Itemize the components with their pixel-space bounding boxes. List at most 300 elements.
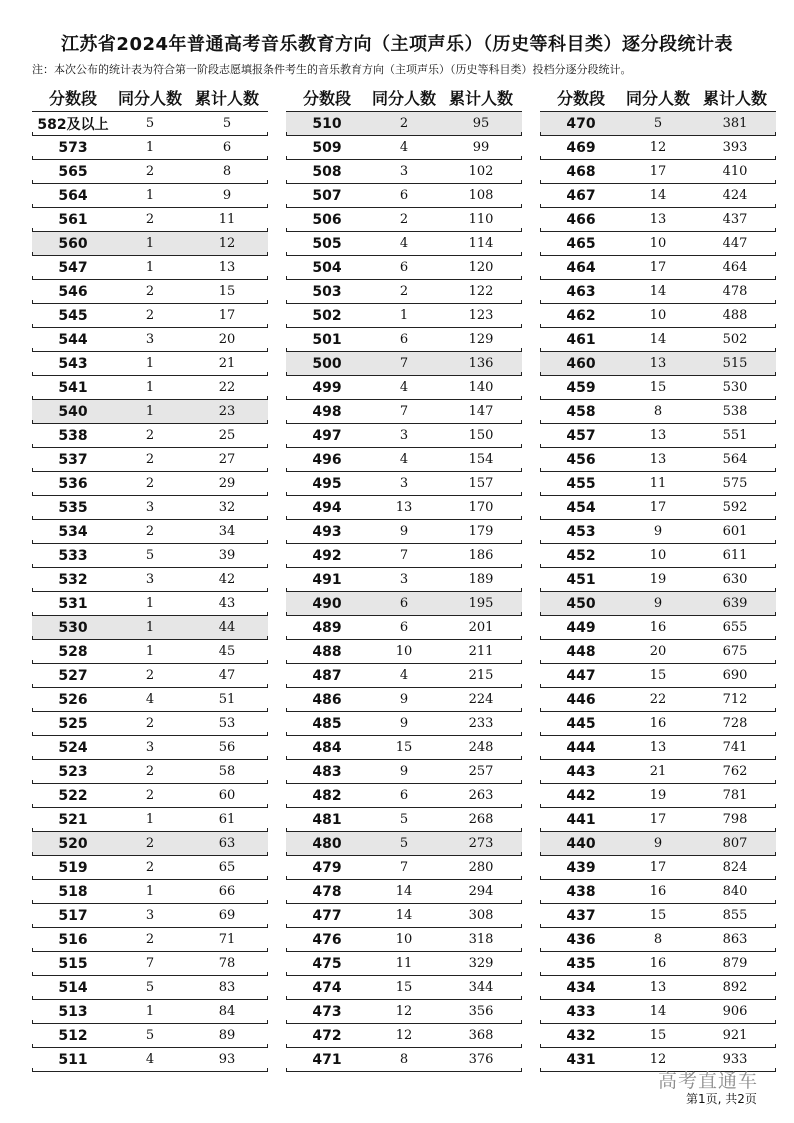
- same-count-cell: 1: [145, 596, 155, 611]
- same-count-cell: 10: [649, 548, 667, 563]
- same-count-cell: 3: [145, 332, 155, 347]
- table-row: [286, 136, 522, 160]
- page-title: 江苏省2024年普通高考音乐教育方向（主项声乐）（历史等科目类）逐分段统计表: [60, 34, 734, 55]
- cumulative-count-cell: 6: [222, 140, 232, 155]
- cumulative-count-cell: 630: [722, 572, 748, 587]
- score-cell: 486: [312, 691, 342, 708]
- score-cell: 450: [566, 595, 596, 612]
- score-cell: 538: [58, 427, 88, 444]
- score-table-column-3: [540, 84, 776, 1072]
- cumulative-count-cell: 921: [722, 1028, 748, 1043]
- table-row: [286, 352, 522, 376]
- same-count-cell: 17: [649, 812, 667, 827]
- table-row: [540, 856, 776, 880]
- table-header-row: [32, 84, 268, 112]
- table-note: 注：本次公布的统计表为符合第一阶段志愿填报条件考生的音乐教育方向（主项声乐）（历史等科目类）投档分逐分段统计。: [32, 63, 632, 76]
- same-count-cell: 1: [145, 884, 155, 899]
- same-count-cell: 15: [395, 740, 413, 755]
- cumulative-count-cell: 655: [722, 620, 748, 635]
- same-count-cell: 14: [395, 884, 413, 899]
- cumulative-count-cell: 140: [468, 380, 494, 395]
- table-row: [540, 280, 776, 304]
- table-row: [32, 712, 268, 736]
- cumulative-count-cell: 248: [468, 740, 494, 755]
- same-count-cell: 2: [145, 860, 155, 875]
- cumulative-count-cell: 170: [468, 500, 494, 515]
- score-cell: 540: [58, 403, 88, 420]
- same-count-cell: 13: [649, 452, 667, 467]
- table-row: [540, 304, 776, 328]
- score-cell: 497: [312, 427, 342, 444]
- score-cell: 476: [312, 931, 342, 948]
- score-cell: 481: [312, 811, 342, 828]
- table-row: [286, 160, 522, 184]
- same-count-cell: 5: [145, 116, 155, 131]
- table-row: [540, 424, 776, 448]
- score-cell: 531: [58, 595, 88, 612]
- same-count-cell: 3: [145, 572, 155, 587]
- table-row: [286, 832, 522, 856]
- same-count-cell: 15: [649, 1028, 667, 1043]
- score-cell: 434: [566, 979, 596, 996]
- score-cell: 465: [566, 235, 596, 252]
- score-cell: 445: [566, 715, 596, 732]
- score-cell: 449: [566, 619, 596, 636]
- page-number: 第1页, 共2页: [686, 1092, 757, 1106]
- header-score: 分数段: [48, 89, 97, 108]
- table-row: [540, 400, 776, 424]
- same-count-cell: 10: [395, 644, 413, 659]
- score-cell: 521: [58, 811, 88, 828]
- same-count-cell: 2: [145, 212, 155, 227]
- same-count-cell: 13: [649, 980, 667, 995]
- table-row: [286, 376, 522, 400]
- same-count-cell: 8: [653, 932, 663, 947]
- cumulative-count-cell: 51: [218, 692, 236, 707]
- cumulative-count-cell: 515: [722, 356, 748, 371]
- cumulative-count-cell: 56: [218, 740, 236, 755]
- score-cell: 491: [312, 571, 342, 588]
- table-row: [540, 808, 776, 832]
- cumulative-count-cell: 447: [722, 236, 748, 251]
- header-cumulative-count: 累计人数: [194, 89, 259, 108]
- score-cell: 514: [58, 979, 88, 996]
- table-row: [540, 184, 776, 208]
- same-count-cell: 19: [649, 572, 667, 587]
- score-cell: 501: [312, 331, 342, 348]
- cumulative-count-cell: 195: [468, 596, 494, 611]
- table-row: [540, 136, 776, 160]
- table-row: [540, 376, 776, 400]
- score-cell: 436: [566, 931, 596, 948]
- score-cell: 498: [312, 403, 342, 420]
- table-row: [540, 640, 776, 664]
- same-count-cell: 7: [145, 956, 155, 971]
- table-row: [32, 520, 268, 544]
- score-cell: 508: [312, 163, 342, 180]
- table-row: [286, 112, 522, 136]
- cumulative-count-cell: 11: [218, 212, 236, 227]
- score-cell: 454: [566, 499, 596, 516]
- same-count-cell: 9: [653, 596, 663, 611]
- same-count-cell: 13: [649, 740, 667, 755]
- cumulative-count-cell: 154: [468, 452, 494, 467]
- same-count-cell: 4: [399, 140, 409, 155]
- cumulative-count-cell: 5: [222, 116, 232, 131]
- score-cell: 482: [312, 787, 342, 804]
- same-count-cell: 13: [649, 212, 667, 227]
- cumulative-count-cell: 114: [468, 236, 494, 251]
- table-row: [286, 592, 522, 616]
- same-count-cell: 3: [145, 500, 155, 515]
- score-cell: 573: [58, 139, 88, 156]
- score-cell: 456: [566, 451, 596, 468]
- table-row: [540, 664, 776, 688]
- table-row: [286, 952, 522, 976]
- cumulative-count-cell: 110: [468, 212, 494, 227]
- table-row: [540, 352, 776, 376]
- table-row: [540, 160, 776, 184]
- same-count-cell: 13: [649, 428, 667, 443]
- table-row: [32, 112, 268, 136]
- same-count-cell: 5: [653, 116, 663, 131]
- table-row: [286, 256, 522, 280]
- table-row: [540, 472, 776, 496]
- cumulative-count-cell: 478: [722, 284, 748, 299]
- same-count-cell: 19: [649, 788, 667, 803]
- table-row: [32, 856, 268, 880]
- cumulative-count-cell: 66: [218, 884, 236, 899]
- same-count-cell: 2: [145, 716, 155, 731]
- cumulative-count-cell: 798: [722, 812, 748, 827]
- cumulative-count-cell: 157: [468, 476, 494, 491]
- score-cell: 440: [566, 835, 596, 852]
- cumulative-count-cell: 879: [722, 956, 748, 971]
- score-cell: 560: [58, 235, 88, 252]
- table-row: [540, 736, 776, 760]
- table-row: [286, 520, 522, 544]
- score-cell: 547: [58, 259, 88, 276]
- same-count-cell: 5: [145, 548, 155, 563]
- same-count-cell: 2: [145, 164, 155, 179]
- table-row: [32, 784, 268, 808]
- cumulative-count-cell: 356: [468, 1004, 494, 1019]
- score-cell: 469: [566, 139, 596, 156]
- table-row: [32, 1000, 268, 1024]
- table-row: [32, 928, 268, 952]
- cumulative-count-cell: 855: [722, 908, 748, 923]
- cumulative-count-cell: 71: [218, 932, 236, 947]
- score-cell: 462: [566, 307, 596, 324]
- table-row: [286, 760, 522, 784]
- score-cell: 511: [58, 1051, 88, 1068]
- same-count-cell: 2: [145, 284, 155, 299]
- table-row: [32, 616, 268, 640]
- same-count-cell: 9: [399, 524, 409, 539]
- cumulative-count-cell: 147: [468, 404, 494, 419]
- table-row: [540, 928, 776, 952]
- cumulative-count-cell: 99: [472, 140, 490, 155]
- score-cell: 458: [566, 403, 596, 420]
- score-cell: 513: [58, 1003, 88, 1020]
- table-row: [32, 544, 268, 568]
- table-row: [32, 640, 268, 664]
- table-row: [32, 496, 268, 520]
- score-cell: 441: [566, 811, 596, 828]
- table-row: [286, 784, 522, 808]
- table-row: [540, 832, 776, 856]
- same-count-cell: 2: [145, 932, 155, 947]
- table-row: [286, 472, 522, 496]
- score-cell: 544: [58, 331, 88, 348]
- same-count-cell: 16: [649, 716, 667, 731]
- same-count-cell: 2: [399, 116, 409, 131]
- same-count-cell: 17: [649, 500, 667, 515]
- table-row: [32, 832, 268, 856]
- cumulative-count-cell: 189: [468, 572, 494, 587]
- score-cell: 522: [58, 787, 88, 804]
- same-count-cell: 7: [399, 404, 409, 419]
- table-row: [540, 568, 776, 592]
- cumulative-count-cell: 393: [722, 140, 748, 155]
- table-row: [32, 328, 268, 352]
- table-row: [540, 592, 776, 616]
- table-row: [286, 208, 522, 232]
- same-count-cell: 4: [399, 668, 409, 683]
- score-cell: 582及以上: [37, 116, 109, 133]
- cumulative-count-cell: 122: [468, 284, 494, 299]
- cumulative-count-cell: 741: [722, 740, 748, 755]
- same-count-cell: 4: [145, 1052, 155, 1067]
- score-cell: 564: [58, 187, 88, 204]
- cumulative-count-cell: 63: [218, 836, 236, 851]
- score-cell: 492: [312, 547, 342, 564]
- score-cell: 444: [566, 739, 596, 756]
- same-count-cell: 12: [649, 1052, 667, 1067]
- cumulative-count-cell: 8: [222, 164, 232, 179]
- table-row: [540, 760, 776, 784]
- table-row: [32, 280, 268, 304]
- score-cell: 520: [58, 835, 88, 852]
- same-count-cell: 7: [399, 548, 409, 563]
- same-count-cell: 13: [649, 356, 667, 371]
- cumulative-count-cell: 933: [722, 1052, 748, 1067]
- table-row: [286, 328, 522, 352]
- cumulative-count-cell: 381: [722, 116, 748, 131]
- same-count-cell: 14: [649, 284, 667, 299]
- same-count-cell: 2: [145, 428, 155, 443]
- score-cell: 519: [58, 859, 88, 876]
- table-row: [286, 928, 522, 952]
- table-row: [540, 712, 776, 736]
- same-count-cell: 15: [395, 980, 413, 995]
- same-count-cell: 2: [145, 524, 155, 539]
- cumulative-count-cell: 807: [722, 836, 748, 851]
- same-count-cell: 3: [145, 740, 155, 755]
- score-cell: 543: [58, 355, 88, 372]
- cumulative-count-cell: 892: [722, 980, 748, 995]
- same-count-cell: 20: [649, 644, 667, 659]
- score-cell: 455: [566, 475, 596, 492]
- table-row: [32, 136, 268, 160]
- score-cell: 432: [566, 1027, 596, 1044]
- cumulative-count-cell: 42: [218, 572, 236, 587]
- cumulative-count-cell: 123: [468, 308, 494, 323]
- same-count-cell: 1: [399, 308, 409, 323]
- table-row: [540, 496, 776, 520]
- cumulative-count-cell: 294: [468, 884, 494, 899]
- table-row: [32, 232, 268, 256]
- score-cell: 431: [566, 1051, 596, 1068]
- score-table-column-2: [286, 84, 522, 1072]
- score-cell: 472: [312, 1027, 342, 1044]
- score-cell: 509: [312, 139, 342, 156]
- score-cell: 439: [566, 859, 596, 876]
- same-count-cell: 7: [399, 356, 409, 371]
- cumulative-count-cell: 263: [468, 788, 494, 803]
- score-cell: 478: [312, 883, 342, 900]
- table-row: [32, 592, 268, 616]
- score-cell: 524: [58, 739, 88, 756]
- table-row: [286, 568, 522, 592]
- same-count-cell: 5: [145, 980, 155, 995]
- same-count-cell: 3: [399, 476, 409, 491]
- score-cell: 473: [312, 1003, 342, 1020]
- table-row: [540, 1024, 776, 1048]
- same-count-cell: 10: [395, 932, 413, 947]
- cumulative-count-cell: 211: [468, 644, 494, 659]
- table-row: [540, 544, 776, 568]
- cumulative-count-cell: 551: [722, 428, 748, 443]
- cumulative-count-cell: 22: [218, 380, 236, 395]
- same-count-cell: 10: [649, 236, 667, 251]
- cumulative-count-cell: 150: [468, 428, 494, 443]
- table-row: [32, 448, 268, 472]
- same-count-cell: 2: [145, 452, 155, 467]
- table-row: [32, 256, 268, 280]
- score-cell: 512: [58, 1027, 88, 1044]
- same-count-cell: 1: [145, 620, 155, 635]
- score-cell: 527: [58, 667, 88, 684]
- same-count-cell: 6: [399, 332, 409, 347]
- same-count-cell: 6: [399, 260, 409, 275]
- table-row: [286, 976, 522, 1000]
- cumulative-count-cell: 728: [722, 716, 748, 731]
- cumulative-count-cell: 47: [218, 668, 236, 683]
- table-row: [32, 472, 268, 496]
- score-cell: 489: [312, 619, 342, 636]
- score-cell: 442: [566, 787, 596, 804]
- table-row: [286, 712, 522, 736]
- same-count-cell: 1: [145, 140, 155, 155]
- table-row: [32, 688, 268, 712]
- score-cell: 484: [312, 739, 342, 756]
- score-cell: 452: [566, 547, 596, 564]
- score-cell: 495: [312, 475, 342, 492]
- cumulative-count-cell: 410: [722, 164, 748, 179]
- table-row: [540, 520, 776, 544]
- same-count-cell: 1: [145, 380, 155, 395]
- table-row: [32, 352, 268, 376]
- same-count-cell: 1: [145, 236, 155, 251]
- table-row: [540, 904, 776, 928]
- same-count-cell: 7: [399, 860, 409, 875]
- score-cell: 499: [312, 379, 342, 396]
- same-count-cell: 4: [145, 692, 155, 707]
- cumulative-count-cell: 424: [722, 188, 748, 203]
- same-count-cell: 12: [649, 140, 667, 155]
- table-row: [286, 616, 522, 640]
- cumulative-count-cell: 61: [218, 812, 236, 827]
- same-count-cell: 1: [145, 404, 155, 419]
- table-row: [32, 1048, 268, 1072]
- same-count-cell: 10: [649, 308, 667, 323]
- cumulative-count-cell: 89: [218, 1028, 236, 1043]
- same-count-cell: 6: [399, 788, 409, 803]
- score-cell: 494: [312, 499, 342, 516]
- cumulative-count-cell: 108: [468, 188, 494, 203]
- table-row: [286, 400, 522, 424]
- same-count-cell: 2: [145, 836, 155, 851]
- table-row: [32, 736, 268, 760]
- table-row: [32, 880, 268, 904]
- score-cell: 515: [58, 955, 88, 972]
- table-row: [32, 400, 268, 424]
- score-cell: 526: [58, 691, 88, 708]
- cumulative-count-cell: 25: [218, 428, 236, 443]
- score-cell: 537: [58, 451, 88, 468]
- table-row: [540, 688, 776, 712]
- cumulative-count-cell: 488: [722, 308, 748, 323]
- cumulative-count-cell: 29: [218, 476, 236, 491]
- same-count-cell: 1: [145, 812, 155, 827]
- score-cell: 451: [566, 571, 596, 588]
- table-row: [540, 208, 776, 232]
- cumulative-count-cell: 257: [468, 764, 494, 779]
- header-score: 分数段: [556, 89, 605, 108]
- table-header-row: [286, 84, 522, 112]
- cumulative-count-cell: 21: [218, 356, 236, 371]
- cumulative-count-cell: 45: [218, 644, 236, 659]
- score-cell: 438: [566, 883, 596, 900]
- same-count-cell: 17: [649, 164, 667, 179]
- same-count-cell: 2: [399, 212, 409, 227]
- cumulative-count-cell: 201: [468, 620, 494, 635]
- score-cell: 525: [58, 715, 88, 732]
- table-row: [32, 952, 268, 976]
- table-row: [32, 904, 268, 928]
- cumulative-count-cell: 136: [468, 356, 494, 371]
- score-cell: 459: [566, 379, 596, 396]
- table-header-row: [540, 84, 776, 112]
- table-row: [32, 160, 268, 184]
- score-cell: 536: [58, 475, 88, 492]
- same-count-cell: 12: [395, 1028, 413, 1043]
- same-count-cell: 2: [145, 788, 155, 803]
- table-row: [32, 184, 268, 208]
- cumulative-count-cell: 58: [218, 764, 236, 779]
- cumulative-count-cell: 273: [468, 836, 494, 851]
- score-table-column-1: [32, 84, 268, 1072]
- score-cell: 503: [312, 283, 342, 300]
- same-count-cell: 2: [145, 308, 155, 323]
- same-count-cell: 15: [649, 380, 667, 395]
- score-cell: 464: [566, 259, 596, 276]
- same-count-cell: 4: [399, 452, 409, 467]
- table-row: [540, 784, 776, 808]
- cumulative-count-cell: 15: [218, 284, 236, 299]
- score-cell: 437: [566, 907, 596, 924]
